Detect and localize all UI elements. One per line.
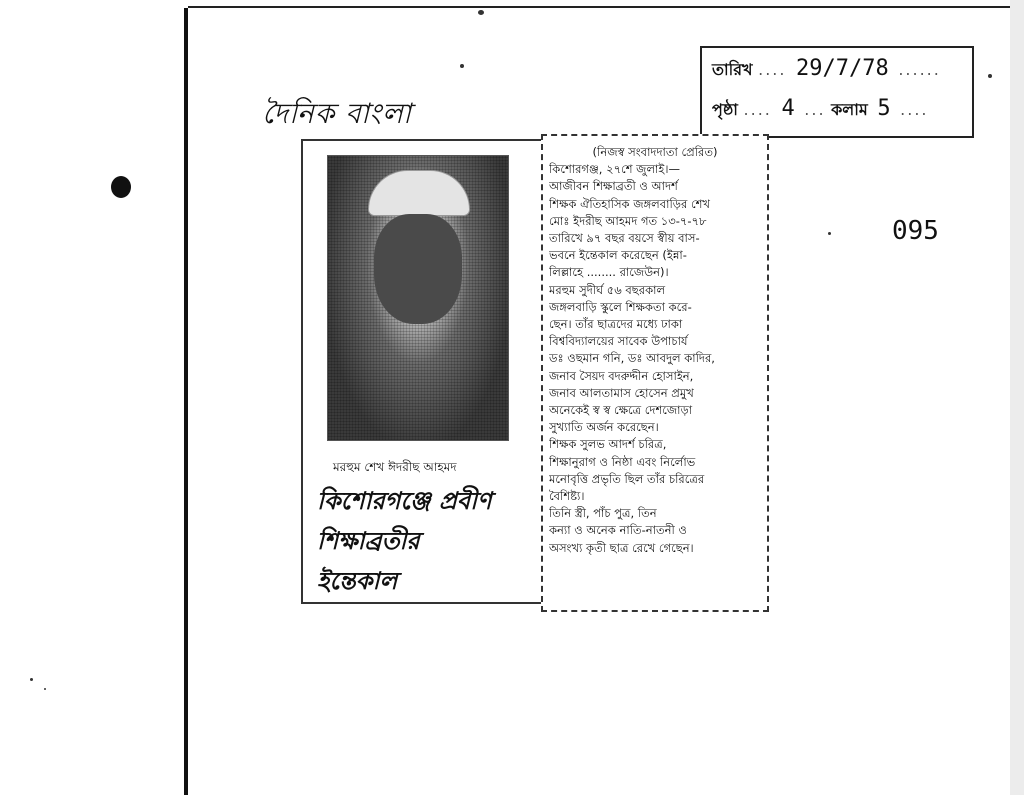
article-line: কন্যা ও অনেক নাতি-নাতনী ও: [549, 523, 687, 538]
article-line: মনোবৃত্তি প্রভৃতি ছিল তাঁর চরিত্রের: [549, 471, 705, 486]
date-stamp: [700, 46, 974, 138]
article-line: তিনি স্ত্রী, পাঁচ পুত্র, তিন: [549, 506, 657, 521]
article-line: শিক্ষক সুলভ আদর্শ চরিত্র,: [549, 437, 667, 452]
scan-right-edge: [1010, 0, 1024, 795]
clipping-article-column: [541, 134, 769, 612]
scan-margin-rule: [184, 8, 188, 795]
stamp-date-row: তারিখ .... 29/7/78 ......: [712, 56, 941, 81]
article-line: ভবনে ইন্তেকাল করেছেন (ইন্না-: [549, 248, 687, 263]
headline-line: কিশোরগঞ্জে প্রবীণ: [317, 486, 492, 515]
article-line: শিক্ষানুরাগ ও নিষ্ঠা এবং নির্লোভ: [549, 454, 696, 469]
stamp-date-value: 29/7/78: [796, 56, 889, 81]
cap-shape: [368, 170, 470, 216]
stamp-column-label: কলাম: [831, 100, 868, 119]
article-line: বিশ্ববিদ্যালয়ের সাবেক উপাচার্য: [549, 334, 688, 349]
article-line: সুখ্যাতি অর্জন করেছেন।: [549, 420, 659, 435]
speck: [460, 64, 464, 68]
article-line: শিক্ষক ঐতিহাসিক জঙ্গলবাড়ির শেখ: [549, 196, 710, 211]
speck: [30, 678, 33, 681]
article-line: লিল্লাহে ........ রাজেউন)।: [549, 265, 669, 280]
article-line: অসংখ্য কৃতী ছাত্র রেখে গেছেন।: [549, 540, 694, 555]
stamp-page-value: 4: [781, 96, 795, 121]
scan-top-rule: [188, 6, 1024, 8]
clipping-photo-panel: [301, 139, 541, 604]
stamp-page-label: পৃষ্ঠা: [712, 100, 738, 119]
face-shape: [374, 214, 462, 324]
article-line: জঙ্গলবাড়ি স্কুলে শিক্ষকতা করে-: [549, 299, 692, 314]
article-line: জনাব আলতামাস হোসেন প্রমুখ: [549, 385, 694, 400]
article-line: (নিজস্ব সংবাদদাতা প্রেরিত): [592, 145, 718, 159]
speck: [478, 10, 484, 15]
article-line: আজীবন শিক্ষাব্রতী ও আদর্শ: [549, 179, 678, 194]
article-line: বৈশিষ্ট্য।: [549, 489, 585, 504]
article-line: জনাব সৈয়দ বদরুদ্দীন হোসাইন,: [549, 368, 694, 383]
stamp-page-row: পৃষ্ঠা .... 4 ... কলাম 5 ....: [712, 96, 929, 121]
accession-number: 095: [892, 216, 939, 246]
headline-line: শিক্ষাব্রতীর: [317, 526, 420, 555]
newspaper-name: দৈনিক বাংলা: [262, 97, 412, 130]
article-line: মোঃ ইদরীছ আহমদ গত ১৩-৭-৭৮: [549, 213, 707, 228]
headline-line: ইন্তেকাল: [317, 566, 398, 595]
stamp-date-label: তারিখ: [712, 60, 753, 79]
portrait-photo: [327, 155, 509, 441]
article-line: তারিখে ৯৭ বছর বয়সে স্বীয় বাস-: [549, 231, 700, 246]
photo-caption: মরহুম শেখ ঈদরীছ আহমদ: [333, 460, 457, 474]
article-line: ডঃ ওছমান গনি, ডঃ আবদুল কাদির,: [549, 351, 715, 366]
speck: [828, 232, 831, 235]
punch-hole: [111, 176, 131, 198]
article-line: কিশোরগঞ্জ, ২৭শে জুলাই।—: [549, 162, 680, 177]
article-line: ছেন। তাঁর ছাত্রদের মধ্যে ঢাকা: [549, 317, 683, 332]
stamp-column-value: 5: [877, 96, 891, 121]
speck: [44, 688, 46, 690]
speck: [988, 74, 992, 78]
article-line: অনেকেই স্ব স্ব ক্ষেত্রে দেশজোড়া: [549, 403, 693, 418]
article-line: মরহুম সুদীর্ঘ ৫৬ বছরকাল: [549, 282, 666, 297]
